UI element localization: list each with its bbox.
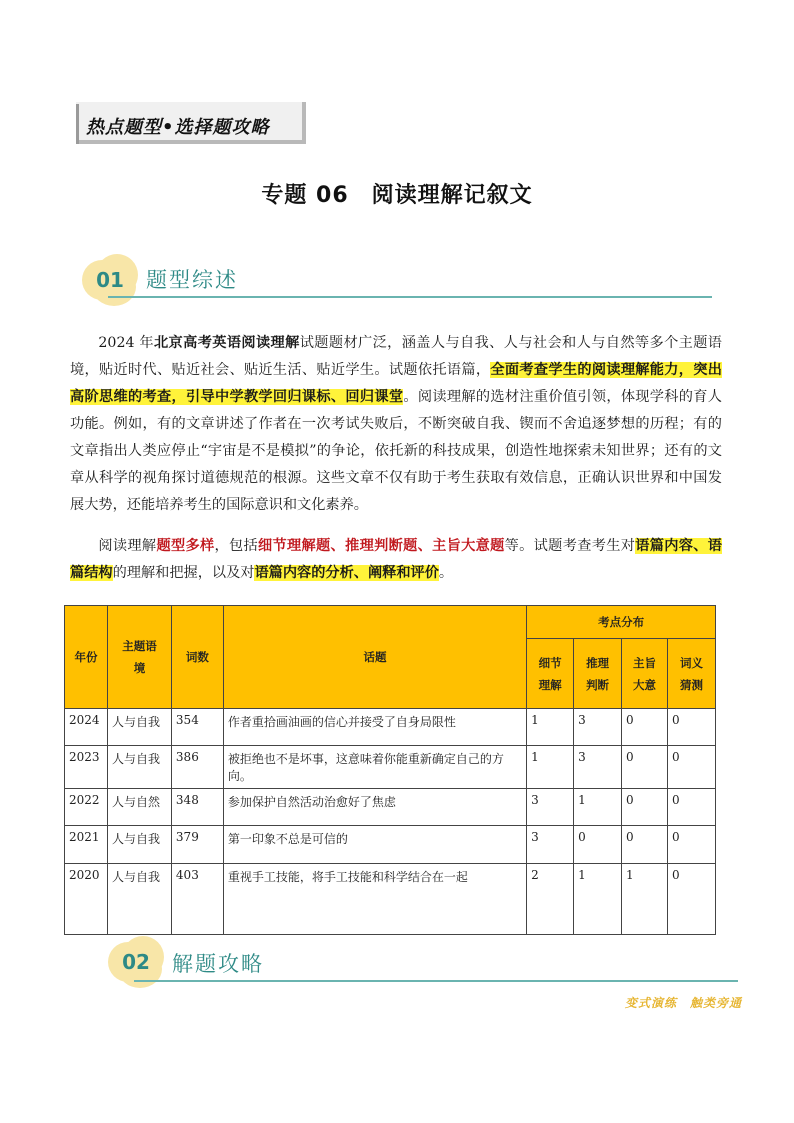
cell-year: 2021: [65, 826, 108, 864]
cell-main: 0: [622, 826, 668, 864]
cell-infer: 3: [574, 746, 622, 789]
cell-words: 386: [171, 746, 223, 789]
header-year: 年份: [65, 606, 108, 709]
intro-paragraph: 2024 年北京高考英语阅读理解试题题材广泛，涵盖人与自我、人与社会和人与自然等多个主题语境，贴近时代、贴近社会、贴近生活、贴近学生。试题依托语篇，全面考查学生的阅读理解能力，突出高阶思维的考查，引导中学教学回归课标、回归课堂。阅读理解的选材注重价值引领，体现学科的育人功能。例如，有的文章讲述了作者在一次考试失败后，不断突破自我、锲而不舍追逐梦想的历程；有的文章指出人类应停止“宇宙是不是模拟”的争论，依托新的科技成果，创造性地探索未知世界；还有的文章从科学的视角探讨道德规范的根源。这些文章不仅有助于考生获取有效信息，正确认识世界和中国发展大势，还能培养考生的国际意识和文化素养。: [70, 335, 722, 513]
cell-words: 354: [171, 709, 223, 746]
cell-main: 0: [622, 746, 668, 789]
cell-detail: 1: [527, 746, 574, 789]
page-title: 专题 06 阅读理解记叙文: [261, 183, 533, 208]
cell-year: 2022: [65, 789, 108, 826]
cell-detail: 3: [527, 789, 574, 826]
section-title-overview: 题型综述: [146, 268, 238, 292]
table-row: [65, 826, 716, 864]
cell-topic: 第一印象不总是可信的: [223, 826, 526, 864]
header-words: 词数: [171, 606, 223, 709]
footer-note: 变式演练 触类旁通: [624, 996, 742, 1010]
cell-words: 379: [171, 826, 223, 864]
cell-detail: 2: [527, 864, 574, 935]
section-divider: [134, 980, 738, 982]
cell-vocab: 0: [667, 789, 715, 826]
cell-detail: 1: [527, 709, 574, 746]
exam-stats-table: [64, 605, 716, 935]
section-badge-01: [82, 254, 138, 306]
header-detail: 细节理解: [527, 639, 574, 709]
cell-theme: 人与自我: [107, 709, 171, 746]
cell-infer: 0: [574, 826, 622, 864]
table-row: [65, 789, 716, 826]
header-main-idea: 主旨大意: [622, 639, 668, 709]
cell-year: 2020: [65, 864, 108, 935]
section-title-strategy: 解题攻略: [172, 952, 264, 976]
cell-year: 2023: [65, 746, 108, 789]
cell-theme: 人与自然: [107, 789, 171, 826]
header-distribution: 考点分布: [527, 606, 716, 639]
section-number: 02: [122, 950, 150, 974]
cell-infer: 1: [574, 864, 622, 935]
cell-topic: 被拒绝也不是坏事，这意味着你能重新确定自己的方向。: [223, 746, 526, 789]
question-types-paragraph: 阅读理解题型多样，包括细节理解题、推理判断题、主旨大意题等。试题考查考生对语篇内容、语篇结构的理解和把握，以及对语篇内容的分析、阐释和评价。: [70, 538, 722, 581]
cell-theme: 人与自我: [107, 864, 171, 935]
section-divider: [108, 296, 712, 298]
cell-topic: 重视手工技能，将手工技能和科学结合在一起: [223, 864, 526, 935]
cell-detail: 3: [527, 826, 574, 864]
cell-vocab: 0: [667, 709, 715, 746]
cell-main: 0: [622, 709, 668, 746]
header-topic: 话题: [223, 606, 526, 709]
cell-main: 1: [622, 864, 668, 935]
cell-topic: 参加保护自然活动治愈好了焦虑: [223, 789, 526, 826]
cell-theme: 人与自我: [107, 746, 171, 789]
section-number: 01: [96, 268, 124, 292]
header-vocab: 词义猜测: [667, 639, 715, 709]
header-tag-text: 热点题型•选择题攻略: [86, 117, 270, 138]
table-row: [65, 709, 716, 746]
header-inference: 推理判断: [574, 639, 622, 709]
cell-theme: 人与自我: [107, 826, 171, 864]
cell-infer: 1: [574, 789, 622, 826]
table-row: [65, 746, 716, 789]
header-theme: 主题语境: [107, 606, 171, 709]
table-row: [65, 864, 716, 935]
cell-infer: 3: [574, 709, 622, 746]
cell-vocab: 0: [667, 746, 715, 789]
cell-words: 348: [171, 789, 223, 826]
cell-words: 403: [171, 864, 223, 935]
cell-topic: 作者重拾画油画的信心并接受了自身局限性: [223, 709, 526, 746]
cell-year: 2024: [65, 709, 108, 746]
cell-main: 0: [622, 789, 668, 826]
cell-vocab: 0: [667, 864, 715, 935]
cell-vocab: 0: [667, 826, 715, 864]
header-tag-accent: [76, 104, 79, 144]
